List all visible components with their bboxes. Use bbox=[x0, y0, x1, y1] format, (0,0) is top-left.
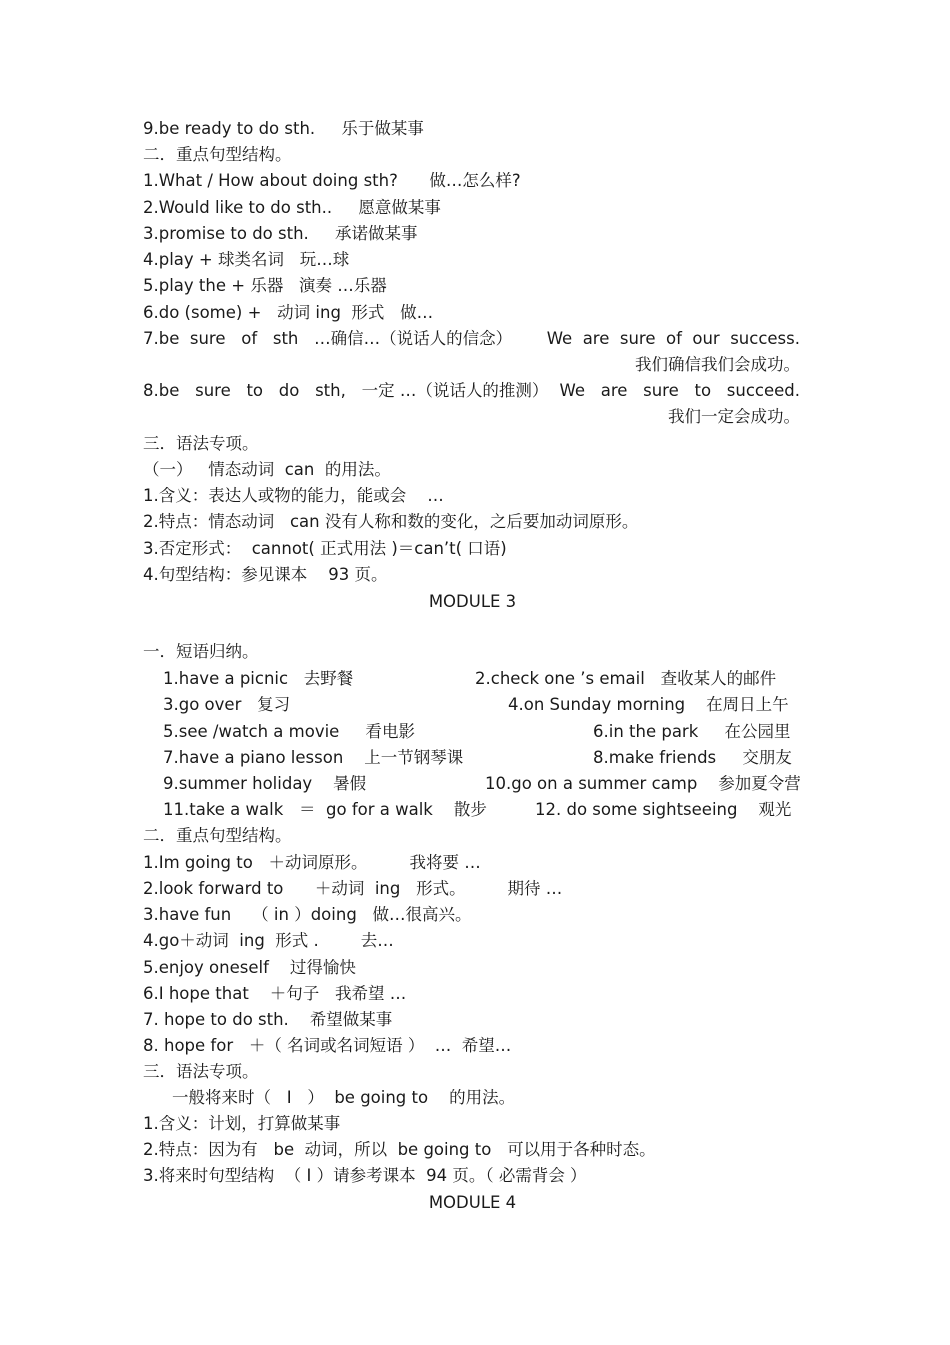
pattern-4: 4.play + 球类名词 玩…球 bbox=[143, 250, 350, 269]
grammar-point-2: 2.特点：情态动词 can 没有人称和数的变化，之后要加动词原形。 bbox=[143, 512, 639, 531]
pattern-5: 5.play the + 乐器 演奏 …乐器 bbox=[143, 276, 387, 295]
pattern-6: 6.I hope that ＋句子 我希望 … bbox=[143, 984, 407, 1003]
pattern-7-translation: 我们确信我们会成功。 bbox=[635, 355, 800, 374]
phrase-item: 11.take a walk ＝ go for a walk 散步 bbox=[163, 800, 487, 819]
pattern-1: 1.Im going to ＋动词原形。 我将要 … bbox=[143, 853, 481, 872]
phrase-item: 6.in the park 在公园里 bbox=[593, 722, 791, 741]
pattern-5: 5.enjoy oneself 过得愉快 bbox=[143, 958, 356, 977]
phrase-item: 8.make friends 交朋友 bbox=[593, 748, 792, 767]
pattern-3: 3.have fun （ in ）doing 做…很高兴。 bbox=[143, 905, 472, 924]
pattern-2: 2.Would like to do sth.. 愿意做某事 bbox=[143, 198, 441, 217]
phrase-9: 9.be ready to do sth. 乐于做某事 bbox=[143, 119, 424, 138]
phrase-item: 5.see /watch a movie 看电影 bbox=[163, 722, 416, 741]
phrase-item: 4.on Sunday morning 在周日上午 bbox=[508, 695, 789, 714]
section-heading-phrases: 一．短语归纳。 bbox=[143, 642, 259, 661]
section-heading-sentence-patterns: 二．重点句型结构。 bbox=[143, 145, 292, 164]
pattern-8: 8.be sure to do sth, 一定 …（说话人的推测） bbox=[143, 381, 549, 400]
grammar-point-3: 3.将来时句型结构 （ Ⅰ ）请参考课本 94 页。（ 必需背会 ） bbox=[143, 1166, 587, 1185]
phrase-item: 12. do some sightseeing 观光 bbox=[535, 800, 792, 819]
pattern-8-example: We are sure to succeed. bbox=[559, 381, 800, 400]
module-3-title: MODULE 3 bbox=[428, 592, 517, 611]
grammar-subheading: 一般将来时（ Ⅰ ） be going to 的用法。 bbox=[172, 1088, 516, 1107]
pattern-7-example: We are sure of our success. bbox=[546, 329, 800, 348]
phrase-item: 1.have a picnic 去野餐 bbox=[163, 669, 354, 688]
section-heading-grammar: 三．语法专项。 bbox=[143, 1062, 259, 1081]
pattern-3: 3.promise to do sth. 承诺做某事 bbox=[143, 224, 418, 243]
phrase-item: 9.summer holiday 暑假 bbox=[163, 774, 367, 793]
pattern-7: 7. hope to do sth. 希望做某事 bbox=[143, 1010, 393, 1029]
pattern-7: 7.be sure of sth …确信…（说话人的信念） bbox=[143, 329, 513, 348]
grammar-point-3: 3.否定形式： cannot( 正式用法 )＝can’t( 口语) bbox=[143, 539, 507, 558]
pattern-8-translation: 我们一定会成功。 bbox=[668, 407, 800, 426]
pattern-6: 6.do (some) + 动词 ing 形式 做… bbox=[143, 303, 434, 322]
pattern-2: 2.look forward to ＋动词 ing 形式。 期待 … bbox=[143, 879, 563, 898]
grammar-point-4: 4.句型结构：参见课本 93 页。 bbox=[143, 565, 388, 584]
section-heading-sentence-patterns: 二．重点句型结构。 bbox=[143, 826, 292, 845]
grammar-point-1: 1.含义：表达人或物的能力，能或会 … bbox=[143, 486, 444, 505]
phrase-item: 10.go on a summer camp 参加夏令营 bbox=[485, 774, 801, 793]
phrase-item: 7.have a piano lesson 上一节钢琴课 bbox=[163, 748, 464, 767]
grammar-point-2: 2.特点：因为有 be 动词，所以 be going to 可以用于各种时态。 bbox=[143, 1140, 656, 1159]
pattern-1: 1.What / How about doing sth? 做…怎么样? bbox=[143, 171, 521, 190]
module-4-title: MODULE 4 bbox=[428, 1193, 517, 1212]
grammar-point-1: 1.含义：计划，打算做某事 bbox=[143, 1114, 341, 1133]
phrase-item: 3.go over 复习 bbox=[163, 695, 291, 714]
phrase-item: 2.check one ’s email 查收某人的邮件 bbox=[475, 669, 777, 688]
section-heading-grammar: 三．语法专项。 bbox=[143, 434, 259, 453]
pattern-4: 4.go＋动词 ing 形式 . 去… bbox=[143, 931, 394, 950]
pattern-8: 8. hope for ＋（ 名词或名词短语 ） … 希望… bbox=[143, 1036, 512, 1055]
grammar-subheading: （一） 情态动词 can 的用法。 bbox=[143, 460, 391, 479]
